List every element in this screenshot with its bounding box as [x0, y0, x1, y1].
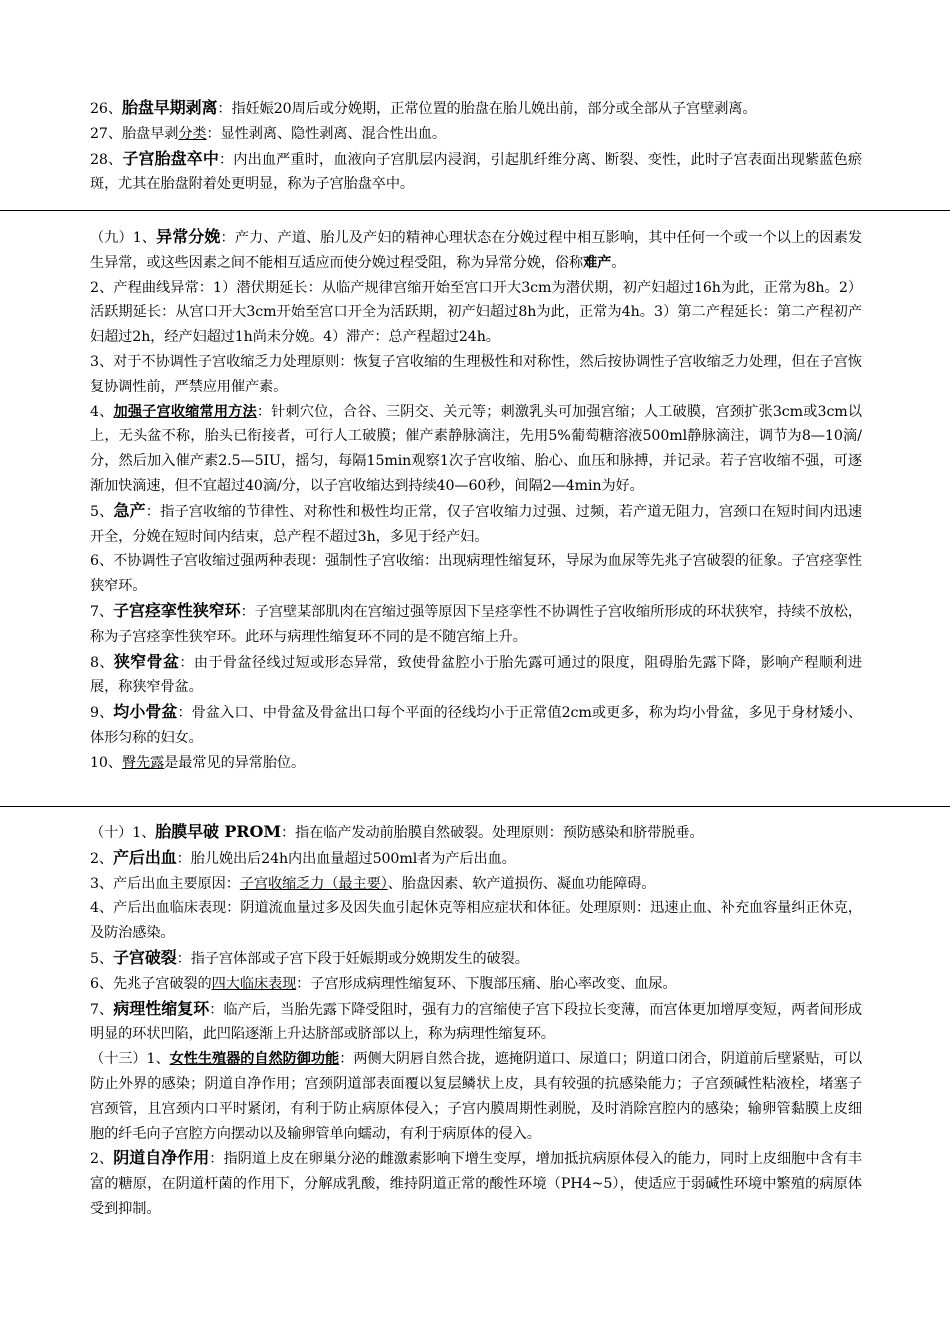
- item-9-10: [90, 751, 862, 776]
- item-text: 、胎盘因素、软产道损伤、凝血功能障碍。: [387, 875, 656, 892]
- underlined-term: 分类: [178, 125, 207, 142]
- item-text: ：指在临产发动前胎膜自然破裂。处理原则：预防感染和脐带脱垂。: [280, 825, 704, 841]
- term-bold: 异常分娩: [156, 227, 221, 246]
- item-text: ：内出血严重时，血液向子宫肌层内浸润，引起肌纤维分离、断裂、变性，此时子宫表面出现紫蓝色瘀斑，尤其在胎盘附着处更明显，称为子宫胎盘卒中。: [90, 151, 862, 193]
- item-text: ：指子宫收缩的节律性、对称性和极性均正常，仅子宫收缩力过强、过频，若产道无阻力，宫颈口在短时间内迅速开全，分娩在短时间内结束，总产程不超过3h，多见于经产妇。: [90, 503, 862, 545]
- item-number: 5、: [90, 950, 114, 967]
- term-bold: 子宫破裂: [113, 947, 177, 967]
- item-9-4: [90, 400, 862, 499]
- item-text: ：骨盆入口、中骨盆及骨盆出口每个平面的径线均小于正常值2cm或更多，称为均小骨盆，多见于身材矮小、体形匀称的妇女。: [90, 705, 862, 746]
- item-text: 是最常见的异常胎位。: [164, 754, 306, 771]
- item-10-1: [90, 820, 862, 846]
- item-end: 。: [611, 254, 626, 271]
- section-divider: [0, 806, 950, 807]
- item-number: 8、: [90, 654, 114, 671]
- item-10-7: [90, 997, 862, 1048]
- section-placental-abruption: [90, 96, 862, 197]
- item-number: （九）1、: [90, 230, 157, 246]
- section-divider: [0, 210, 950, 211]
- item-10-4: [90, 896, 862, 946]
- item-9-8: [90, 650, 862, 701]
- item-9-7: [90, 599, 862, 650]
- item-number: 2、: [90, 1151, 114, 1168]
- item-9-1: [90, 225, 862, 276]
- term-bold: 子宫痉挛性狭窄环: [113, 600, 241, 620]
- underlined-term: 女性生殖器的自然防御功能: [169, 1051, 340, 1068]
- item-26: [90, 96, 862, 122]
- item-text: ：子宫壁某部肌肉在宫缩过强等原因下呈痉挛性不协调性子宫收缩所形成的环状狭窄，持续不放松，称为子宫痉挛性狭窄环。此环与病理性缩复环不同的是不随宫缩上升。: [90, 603, 863, 645]
- item-text: ：指妊娠20周后或分娩期，正常位置的胎盘在胎儿娩出前，部分或全部从子宫壁剥离。: [217, 101, 757, 117]
- item-text: ：胎儿娩出后24h内出血量超过500ml者为产后出血。: [176, 850, 516, 867]
- term-bold: 急产: [113, 500, 146, 520]
- item-lead: 胎盘早剥: [121, 125, 179, 142]
- item-13-1: [90, 1047, 862, 1146]
- term-bold-inline: 难产: [583, 254, 612, 271]
- item-9-5: [90, 499, 862, 550]
- item-number: 4、: [90, 403, 114, 420]
- term-bold: 胎膜早破 PROM: [155, 822, 281, 841]
- term-bold: 产后出血: [113, 847, 177, 867]
- item-text: ：两侧大阴唇自然合拢，遮掩阴道口、尿道口；阴道口闭合，阴道前后壁紧贴，可以防止外界的感染；阴道自净作用；宫颈阴道部表面覆以复层鳞状上皮，具有较强的抗感染能力；子宫颈碱性粘液栓，堵塞子宫颈管，且宫颈内口平时紧闭，有利于防止病原体侵入；子宫内膜周期性剥脱，及时消除宫腔内的感染；输卵管黏膜上皮细胞的纤毛向子宫腔方向摆动以及输卵管单向蠕动，有利于病原体的侵入。: [90, 1051, 862, 1142]
- item-text: 6、不协调性子宫收缩过强两种表现：强制性子宫收缩：出现病理性缩复环，导尿为血尿等先兆子宫破裂的征象。子宫痉挛性狭窄环。: [90, 553, 862, 595]
- item-number: 5、: [90, 503, 114, 520]
- item-9-9: [90, 700, 862, 751]
- term-bold: 胎盘早期剥离: [121, 98, 218, 117]
- item-text: ：子宫形成病理性缩复环、下腹部压痛、胎心率改变、血尿。: [296, 975, 677, 992]
- item-number: （十）1、: [90, 825, 156, 841]
- item-lead: 3、产后出血主要原因：: [90, 875, 240, 892]
- item-9-6: [90, 549, 862, 599]
- item-10-2: [90, 846, 862, 872]
- item-13-2: [90, 1146, 862, 1221]
- item-text: ：针刺穴位，合谷、三阴交、关元等；刺激乳头可加强宫缩；人工破膜，宫颈扩张3cm或3cm以上，无头盆不称，胎头已衔接者，可行人工破膜；催产素静脉滴注，先用5%葡萄糖溶液500ml静脉滴注，调节为8—10滴/分，然后加入催产素2.5—5IU，摇匀，每隔15min观察1次子宫收缩、胎心、血压和脉搏，并记录。若子宫收缩不强，可逐渐加快滴速，但不宜超过40滴/分，以子宫收缩达到持续40—60秒，间隔2—4min为好。: [90, 403, 862, 494]
- item-lead: 6、先兆子宫破裂的: [90, 975, 212, 992]
- item-number: 27、: [90, 125, 122, 142]
- underlined-term: 四大临床表现: [211, 975, 297, 992]
- item-number: 26、: [90, 101, 122, 117]
- item-28: [90, 147, 862, 198]
- item-10-5: [90, 946, 862, 972]
- item-text: 4、产后出血临床表现：阴道流血量过多及因失血引起休克等相应症状和体征。处理原则：迅速止血、补充血容量纠正休克，及防治感染。: [90, 900, 862, 942]
- item-text: ：指阴道上皮在卵巢分泌的雌激素影响下增生变厚，增加抵抗病原体侵入的能力，同时上皮细胞中含有丰富的糖原，在阴道杆菌的作用下，分解成乳酸，维持阴道正常的酸性环境（PH4~5），使适应于弱碱性环境中繁殖的病原体受到抑制。: [90, 1151, 863, 1217]
- underlined-term: 子宫收缩乏力（最主要）: [239, 875, 388, 892]
- item-text: ：指子宫体部或子宫下段于妊娠期或分娩期发生的破裂。: [176, 950, 529, 967]
- term-bold: 子宫胎盘卒中: [122, 148, 219, 168]
- item-number: 7、: [90, 1001, 114, 1018]
- section-abnormal-labor: [90, 225, 862, 776]
- item-10-6: [90, 972, 862, 997]
- item-text: ：临产后，当胎先露下降受阻时，强有力的宫缩使子宫下段拉长变薄，而宫体更加增厚变短，两者间形成明显的环状凹陷，此凹陷逐渐上升达脐部或脐部以上，称为病理性缩复环。: [90, 1001, 863, 1043]
- item-text: ：显性剥离、隐性剥离、混合性出血。: [206, 125, 446, 142]
- item-text: 3、对于不协调性子宫收缩乏力处理原则：恢复子宫收缩的生理极性和对称性，然后按协调性子宫收缩乏力处理，但在子宫恢复协调性前，严禁应用催产素。: [90, 353, 862, 395]
- term-bold: 均小骨盆: [113, 702, 178, 722]
- item-number: 10、: [90, 754, 122, 771]
- item-number: 7、: [90, 603, 114, 620]
- item-text: ：产力、产道、胎儿及产妇的精神心理状态在分娩过程中相互影响，其中任何一个或一个以上的因素发生异常，或这些因素之间不能相互适应而使分娩过程受阻，称为异常分娩，俗称: [90, 230, 862, 271]
- item-10-3: [90, 872, 862, 897]
- item-number: 9、: [90, 705, 114, 722]
- item-27: [90, 122, 862, 147]
- underlined-term: 臀先露: [121, 754, 165, 771]
- term-bold: 病理性缩复环: [113, 998, 210, 1018]
- section-postpartum: [90, 820, 862, 1222]
- underlined-term: 加强子宫收缩常用方法: [113, 403, 257, 420]
- term-bold: 阴道自净作用: [113, 1148, 210, 1168]
- item-number: 2、: [90, 850, 114, 867]
- item-9-2: [90, 276, 862, 350]
- term-bold: 狭窄骨盆: [113, 651, 180, 671]
- item-text: 2、产程曲线异常：1）潜伏期延长：从临产规律宫缩开始至宫口开大3cm为潜伏期，初产妇超过16h为此，正常为8h。2）活跃期延长：从宫口开大3cm开始至宫口开全为活跃期，初产妇超过8h为此，正常为4h。3）第二产程延长：第二产程初产妇超过2h，经产妇超过1h尚未分娩。4）滞产：总产程超过24h。: [90, 279, 862, 346]
- item-number: （十三）1、: [90, 1051, 170, 1068]
- item-number: 28、: [90, 151, 123, 168]
- item-9-3: [90, 350, 862, 400]
- item-text: ：由于骨盆径线过短或形态异常，致使骨盆腔小于胎先露可通过的限度，阻碍胎先露下降，影响产程顺利进展，称狭窄骨盆。: [90, 654, 862, 696]
